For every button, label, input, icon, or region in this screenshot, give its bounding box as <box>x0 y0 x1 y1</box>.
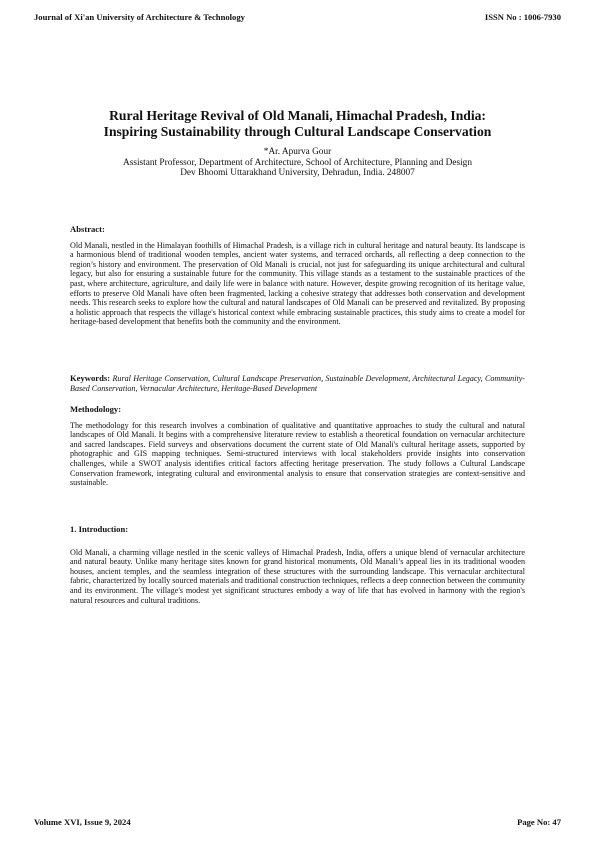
keywords-label: Keywords: <box>70 373 111 383</box>
keywords-text: Rural Heritage Conservation, Cultural Landscape Preservation, Sustainable Development, Architectural Legacy, Community-Based Conservation, Vernacular Architecture, Heritage-Based Development <box>70 374 526 393</box>
title-line-2: Inspiring Sustainability through Cultural Landscape Conservation <box>103 124 492 139</box>
affiliation-line-2: Dev Bhoomi Uttarakhand University, Dehradun, India. 248007 <box>180 168 415 179</box>
affiliation-line-1: Assistant Professor, Department of Architecture, School of Architecture, Planning and Design <box>123 157 472 168</box>
abstract-heading: Abstract: <box>70 224 105 234</box>
methodology-heading: Methodology: <box>70 404 122 414</box>
methodology-text: The methodology for this research involves a combination of qualitative and quantitative approaches to study the cultural and natural landscapes of Old Manali. It begins with a comprehensive literature review to establish a theoretical foundation on vernacular architecture and sacred landscapes. Field surveys and observations document the current state of Old Manali's cultural heritage assets, supported by photographic and GIS mapping techniques. Semi-structured interviews with local stakeholders provide insights into conservation challenges, while a SWOT analysis identifies critical factors affecting heritage preservation. The study follows a Cultural Landscape Conservation framework, integrating cultural and environmental analysis to ensure that conservation strategies are context-sensitive and sustainable. <box>70 420 525 488</box>
issn-number: ISSN No : 1006-7930 <box>484 12 561 22</box>
paper-title <box>0 108 595 140</box>
author-block <box>0 147 595 179</box>
introduction-text: Old Manali, a charming village nestled in the scenic valleys of Himachal Pradesh, India, offers a unique blend of vernacular architecture and natural beauty. Unlike many heritage sites known for grand historical monuments, Old Manali’s appeal lies in its traditional wooden houses, ancient temples, and the seamless integration of these structures with the surrounding landscape. This vernacular architectural fabric, characterized by locally sourced materials and traditional construction techniques, reflects a deep connection between the community and its environment. The village's modest yet significant structures embody a way of life that has evolved in harmony with the region's natural resources and cultural traditions. <box>70 547 525 605</box>
journal-name: Journal of Xi'an University of Architecture & Technology <box>34 12 245 22</box>
methodology-section <box>70 405 525 488</box>
introduction-heading: 1. Introduction: <box>70 524 129 534</box>
author-name: *Ar. Apurva Gour <box>263 147 332 157</box>
title-line-1: Rural Heritage Revival of Old Manali, Himachal Pradesh, India: <box>109 108 486 123</box>
abstract-section <box>70 225 525 327</box>
page-number: Page No: 47 <box>517 817 561 827</box>
introduction-section <box>70 525 525 605</box>
keywords-line <box>70 374 525 393</box>
volume-issue: Volume XVI, Issue 9, 2024 <box>34 817 131 827</box>
abstract-text: Old Manali, nestled in the Himalayan foothills of Himachal Pradesh, is a village rich in cultural heritage and natural beauty. Its landscape is a harmonious blend of traditional wooden temples, ancient water systems, and terraced orchards, all reflecting a deep connection to the region’s history and environment. The preservation of Old Manali is crucial, not just for safeguarding its unique architectural and cultural legacy, but also for ensuring a sustainable future for the community. This village stands as a testament to the sustainable practices of the past, where architecture, agriculture, and daily life were in balance with nature. However, despite growing recognition of its heritage value, efforts to preserve Old Manali have often been fragmented, lacking a cohesive strategy that addresses both conservation and development needs. This research seeks to explore how the cultural and natural landscapes of Old Manali can be preserved and revitalized. By proposing a holistic approach that respects the village's historical context while embracing sustainable practices, this study aims to create a model for heritage-based development that benefits both the community and the environment. <box>70 240 525 327</box>
keywords-section <box>70 374 525 393</box>
